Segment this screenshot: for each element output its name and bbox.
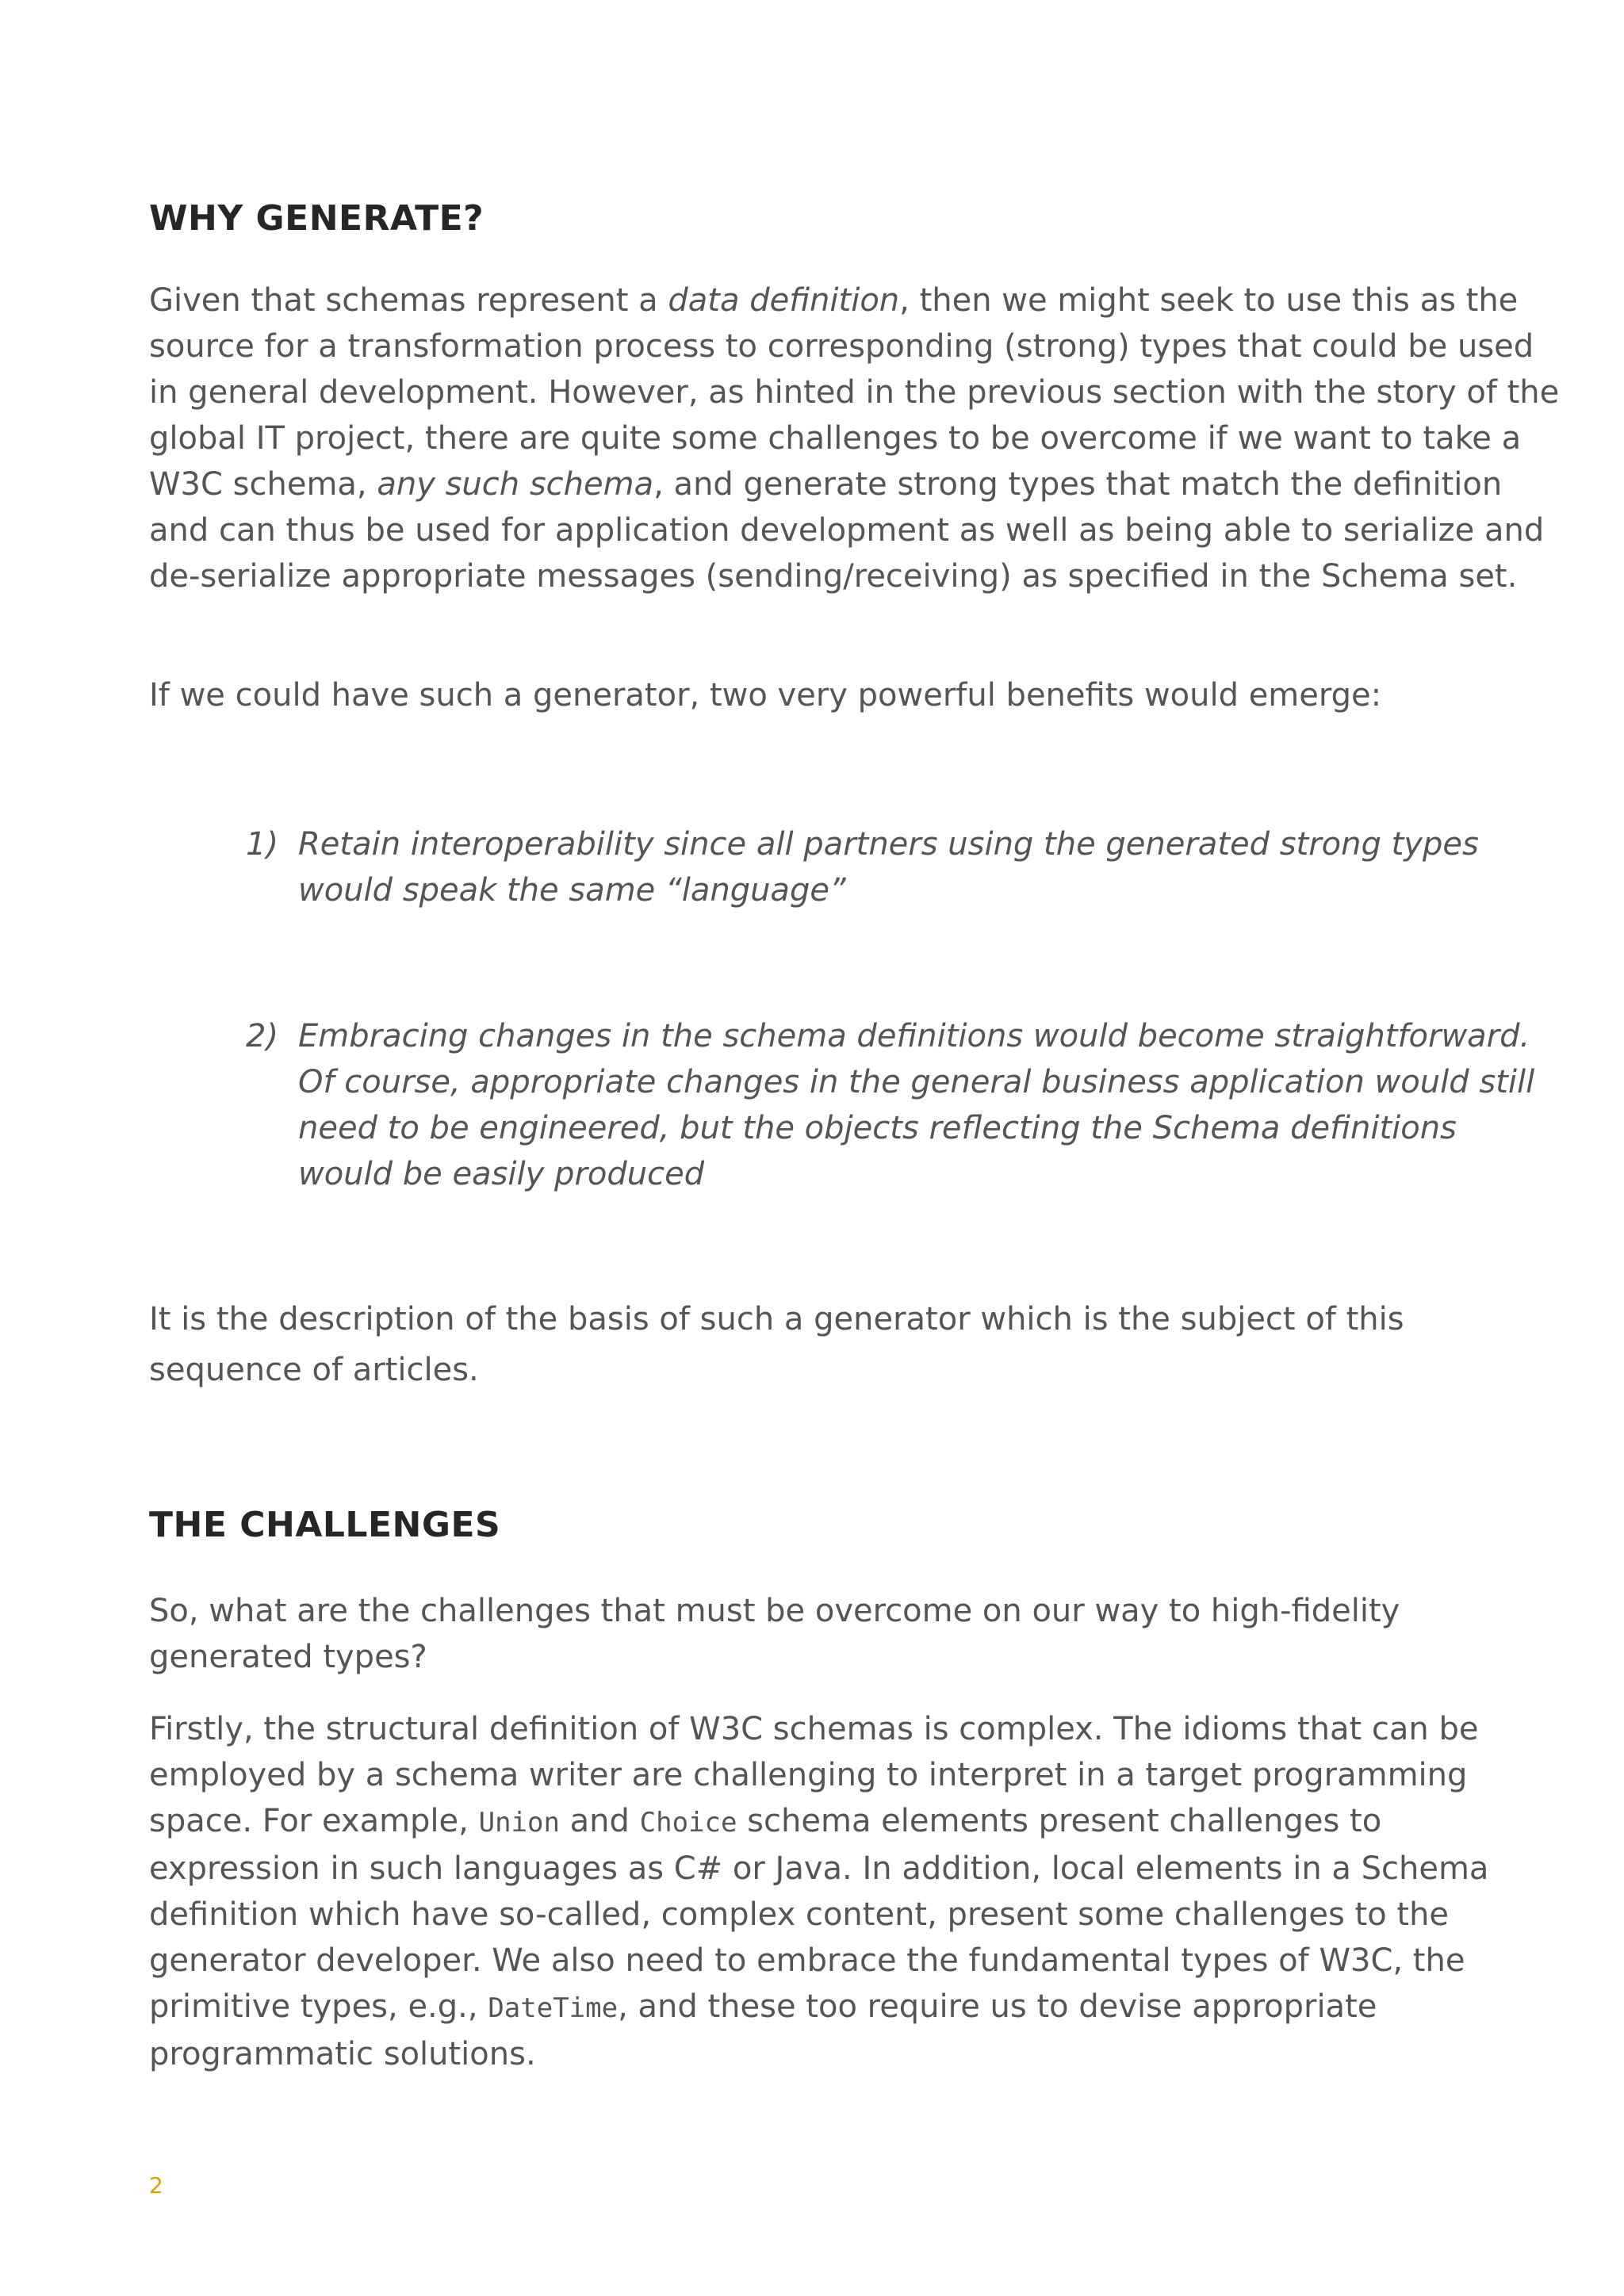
section-heading-the-challenges: THE CHALLENGES: [149, 1505, 501, 1545]
list-item-text: Embracing changes in the schema definitions would become straightforward. Of course, appropriate changes in the general business application would still need to be engineered, but the objects reflecting the Schema definitions would be easily produced: [298, 1018, 1535, 1192]
paragraph-subject: It is the description of the basis of such a generator which is the subject of this sequence of articles.: [149, 1301, 1404, 1388]
text-run: and: [559, 1803, 640, 1839]
benefits-list: [246, 1013, 1535, 1197]
code-datetime: DateTime: [488, 1992, 619, 2024]
text-run: , then we might seek to use this as the source for a transformation process to corresponding (strong) types that could be used in general development. However, as hinted in the previous section with the story of the global IT project, there are quite some challenges to be overcome if we want to take a W3C schema,: [149, 282, 1560, 503]
paragraph-benefits-lead: If we could have such a generator, two very powerful benefits would emerge:: [149, 677, 1382, 714]
text-run: Firstly, the structural definition of W3C schemas is complex. The idioms that can be employed by a schema writer are challenging to interpret in a target programming space. For example,: [149, 1711, 1479, 1839]
text-run: schema elements present challenges to expression in such languages as C# or Java. In addition, local elements in a Schema definition which have so-called, complex content, present some challenges to the generator developer. We also need to embrace the fundamental types of W3C, the primitive types, e.g.,: [149, 1803, 1489, 2025]
page-number: 2: [149, 2172, 163, 2198]
list-item-number: 1): [246, 826, 279, 863]
section-heading-why-generate: WHY GENERATE?: [149, 198, 485, 239]
code-choice: Choice: [639, 1807, 737, 1839]
text-run: , and generate strong types that match the definition and can thus be used for application development as well as being able to serialize and de-serialize appropriate messages (sending/receiving) as specified in the Schema set.: [149, 466, 1545, 595]
list-item: [246, 821, 1535, 913]
code-union: Union: [478, 1807, 560, 1839]
emphasis-data-definition: data definition: [668, 282, 900, 319]
text-run: , and these too require us to devise appropriate programmatic solutions.: [149, 1988, 1377, 2072]
paragraph-challenges-detail: [149, 1706, 1561, 2077]
paragraph-challenges-question: So, what are the challenges that must be overcome on our way to high-fidelity generated types?: [149, 1593, 1400, 1675]
text-run: Given that schemas represent a: [149, 282, 668, 319]
list-item: [246, 1013, 1535, 1197]
benefits-list: [246, 821, 1535, 913]
list-item-number: 2): [246, 1018, 279, 1054]
list-item-text: Retain interoperability since all partners using the generated strong types would speak the same “language”: [298, 826, 1479, 909]
paragraph-intro: [149, 277, 1561, 599]
emphasis-any-such-schema: any such schema: [377, 466, 654, 503]
